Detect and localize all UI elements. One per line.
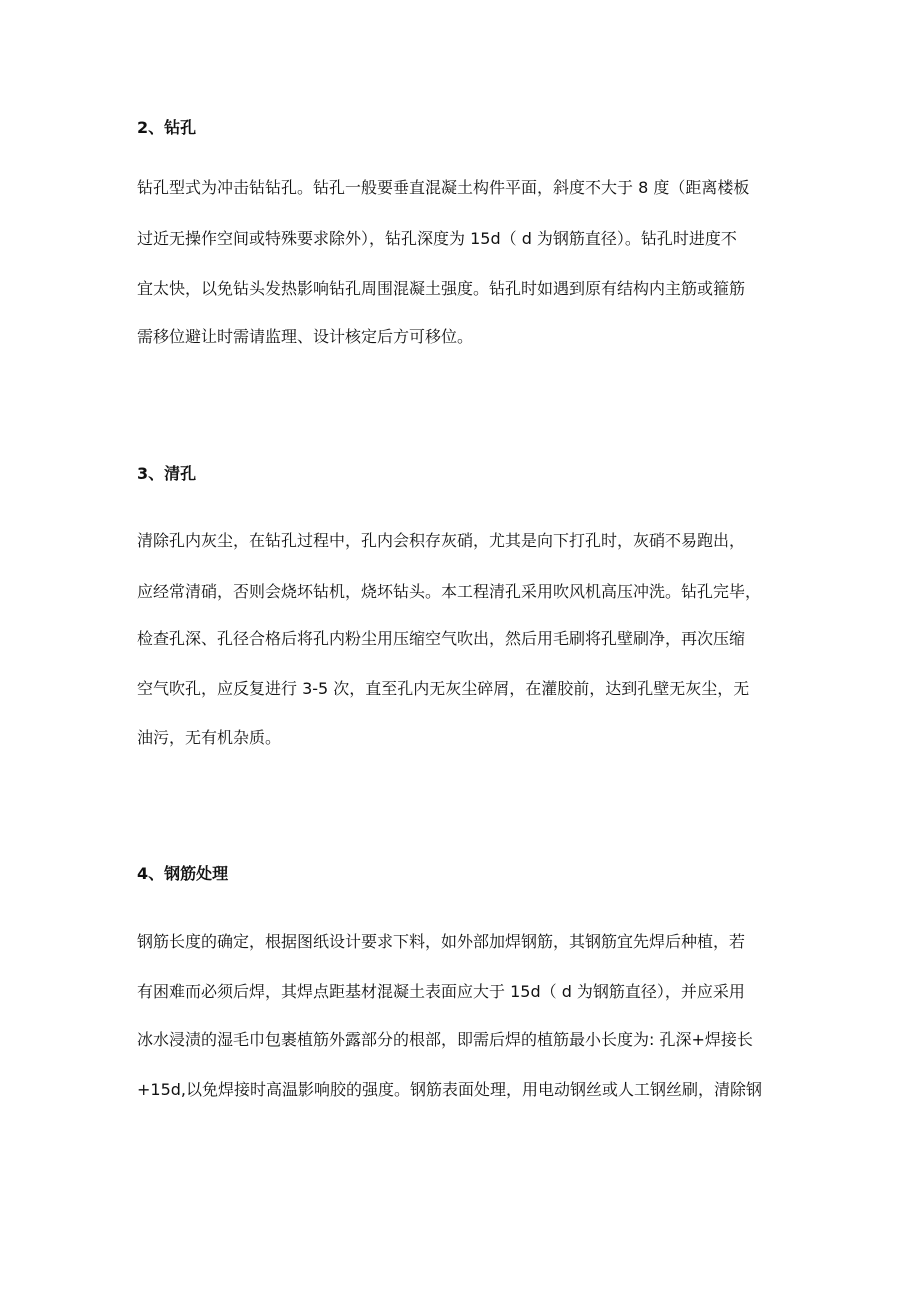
paragraph-line: 油污，无有机杂质。 — [137, 728, 282, 747]
paragraph-line: 过近无操作空间或特殊要求除外），钻孔深度为 15d（ d 为钢筋直径）。钻孔时进度不 — [137, 229, 737, 248]
paragraph-line: 检查孔深、孔径合格后将孔内粉尘用压缩空气吹出，然后用毛刷将孔壁刷净，再次压缩 — [137, 629, 746, 648]
paragraph-line: 应经常清硝，否则会烧坏钻机，烧坏钻头。本工程清孔采用吹风机高压冲洗。钻孔完毕， — [137, 582, 762, 601]
paragraph-line: 冰水浸渍的湿毛巾包裹植筋外露部分的根部，即需后焊的植筋最小长度为: 孔深+焊接长 — [137, 1030, 753, 1049]
section-heading-rebar-treatment: 4、钢筋处理 — [137, 864, 229, 883]
section-heading-drilling: 2、钻孔 — [137, 118, 197, 137]
section-heading-hole-cleaning: 3、清孔 — [137, 464, 197, 483]
paragraph-line: 钢筋长度的确定，根据图纸设计要求下料，如外部加焊钢筋，其钢筋宜先焊后种植，若 — [137, 932, 746, 951]
paragraph-line: 宜太快，以免钻头发热影响钻孔周围混凝土强度。钻孔时如遇到原有结构内主筋或箍筋 — [137, 279, 746, 298]
paragraph-line: 空气吹孔，应反复进行 3-5 次，直至孔内无灰尘碎屑，在灌胶前，达到孔壁无灰尘，无 — [137, 679, 750, 698]
paragraph-line: +15d,以免焊接时高温影响胶的强度。钢筋表面处理，用电动钢丝或人工钢丝刷，清除钢 — [137, 1080, 763, 1099]
paragraph-line: 钻孔型式为冲击钻钻孔。钻孔一般要垂直混凝土构件平面，斜度不大于 8 度（距离楼板 — [137, 178, 750, 197]
paragraph-line: 清除孔内灰尘，在钻孔过程中，孔内会积存灰硝，尤其是向下打孔时，灰硝不易跑出， — [137, 531, 746, 550]
paragraph-line: 有困难而必须后焊，其焊点距基材混凝土表面应大于 15d（ d 为钢筋直径），并应采用 — [137, 982, 745, 1001]
paragraph-line: 需移位避让时需请监理、设计核定后方可移位。 — [137, 327, 474, 346]
